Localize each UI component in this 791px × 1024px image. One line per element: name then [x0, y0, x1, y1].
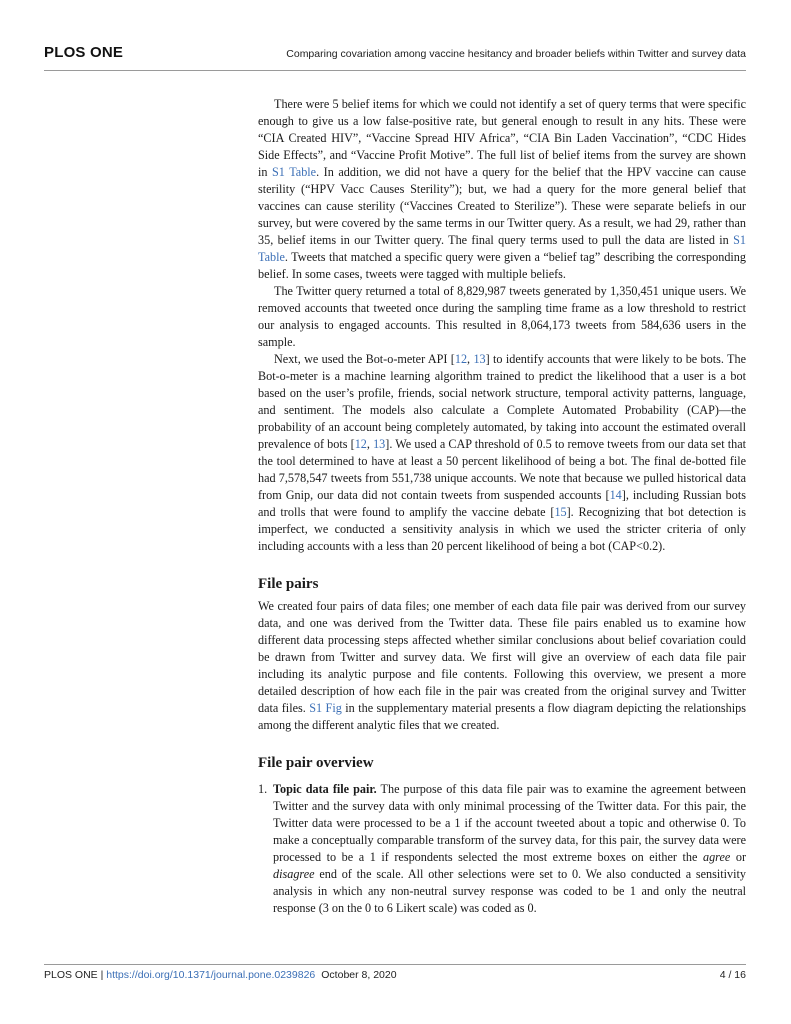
ref-13-link[interactable]: 13: [373, 437, 386, 451]
text: in the supplementary material presents a flow diagram depicting the relationships among the different analytic files that we created.: [258, 701, 746, 732]
article-body: [258, 96, 746, 917]
journal-name: PLOS ONE: [44, 44, 124, 61]
text: . In addition, we did not have a query for the belief that the HPV vaccine can cause sterility (“HPV Vacc Causes Sterility”); but, we had a query for the more general belief that vaccines can cause sterility (“Vaccines Created to Sterilize”). These were separate beliefs in our survey, but were covered by the same terms in our Twitter query. As a result, we had 29, rather than 35, belief items in our Twitter query. The final query terms used to pull the data are listed in: [258, 165, 747, 247]
list-item-title: Topic data file pair.: [273, 782, 377, 796]
text: The purpose of this data file pair was to examine the agreement between Twitter and the survey data with only minimal processing of the Twitter data. For this pair, the Twitter data were processed to be a 1 if the account tweeted about a topic and otherwise 0. To make a conceptually comparable transform of the survey data, for this pair, the survey data were processed to be a 1 if respondents selected the most extreme boxes on either the: [273, 782, 746, 864]
footer-journal: PLOS ONE: [44, 969, 98, 981]
emphasis-agree: agree: [702, 850, 731, 864]
emphasis-disagree: disagree: [273, 867, 315, 881]
ref-12-link[interactable]: 12: [354, 437, 367, 451]
paragraph-file-pairs: [258, 598, 746, 734]
footer-citation: [44, 969, 397, 981]
section-heading-file-pair-overview: File pair overview: [258, 755, 374, 771]
text: ] to identify accounts that were likely to be bots. The Bot-o-meter is a machine learning algorithm trained to predict the likelihood that a user is a bot based on the user’s profile, friends, social network structure, temporal activity patterns, language, and sentiment. The models also calculate a Complete Automated Probability (CAP)—the probability of an account being completely automated, by taking into account the estimated overall prevalence of bots [: [258, 352, 747, 451]
paragraph-query-results: The Twitter query returned a total of 8,829,987 tweets generated by 1,350,451 unique users. We removed accounts that tweeted once during the sampling time frame as a low threshold to restrict our analysis to engaged accounts. This resulted in 8,064,173 tweets from 584,636 users in the sample.: [258, 284, 746, 349]
ref-12-link[interactable]: 12: [454, 352, 468, 366]
s1-table-link[interactable]: S1 Table: [258, 233, 746, 264]
publication-date: October 8, 2020: [321, 969, 397, 981]
text: . Tweets that matched a specific query were given a “belief tag” describing the corresponding belief. In some cases, tweets were tagged with multiple beliefs.: [258, 250, 746, 281]
paragraph-belief-items: [258, 96, 746, 283]
page-footer: [44, 964, 746, 987]
footer-separator: |: [97, 969, 107, 981]
text: There were 5 belief items for which we could not identify a set of query terms that were specific enough to give us a low false-positive rate, but general enough to result in any hits. These were “CIA Created HIV”, “Vaccine Spread HIV Africa”, “CIA Bin Laden Vaccination”, “CDC Hides Side Effects”, and “Vaccine Profit Motive”. The full list of belief items from the survey are shown in: [258, 97, 746, 179]
text: ], including Russian bots and trolls that were found to amplify the vaccine debate [: [258, 488, 746, 519]
ref-13-link[interactable]: 13: [473, 352, 486, 366]
page-header: [44, 44, 746, 71]
ref-14-link[interactable]: 14: [609, 488, 622, 502]
text: ,: [366, 437, 374, 451]
section-heading-file-pairs: File pairs: [258, 576, 319, 592]
running-title: Comparing covariation among vaccine hesitancy and broader beliefs within Twitter and survey data: [286, 48, 746, 60]
ref-15-link[interactable]: 15: [554, 505, 567, 519]
s1-fig-link[interactable]: S1 Fig: [309, 701, 342, 715]
doi-link[interactable]: https://doi.org/10.1371/journal.pone.0239826: [106, 969, 316, 981]
text: ]. Recognizing that bot detection is imperfect, we conducted a sensitivity analysis in which we used the stricter criteria of only including accounts with a less than 20 percent likelihood of being a bot (CAP<0.2).: [258, 505, 746, 553]
text: Next, we used the Bot-o-meter API [: [274, 352, 455, 366]
text: We created four pairs of data files; one member of each data file pair was derived from our survey data, and one was derived from the Twitter data. These file pairs enabled us to examine how different data processing steps affected whether similar conclusions about belief covariation could be drawn from Twitter and survey data. We first will give an overview of each data file pair including its analytic purpose and file contents. Following this overview, we present a more detailed description of how each file in the pair was created from the original survey and Twitter data files.: [258, 599, 746, 715]
page-number: 4 / 16: [719, 969, 746, 981]
text: ,: [467, 352, 474, 366]
list-number: 1.: [258, 782, 268, 796]
list-item: [258, 781, 746, 917]
paragraph-bot-o-meter: [258, 351, 746, 555]
text: end of the scale. All other selections were set to 0. We also conducted a sensitivity analysis in which any non-neutral survey response was coded to be 1 and only the neutral response (3 on the 0 to 6 Likert scale) was coded as 0.: [273, 867, 746, 915]
text: ]. We used a CAP threshold of 0.5 to remove tweets from our data set that the tool determined to have at least a 50 percent likelihood of being a bot. The final de-botted file had 7,578,547 tweets from 551,738 unique accounts. We note that because we pulled historical data from Gnip, our data did not contain tweets from suspended accounts [: [258, 437, 747, 502]
s1-table-link[interactable]: S1 Table: [272, 165, 317, 179]
text: or: [730, 850, 746, 864]
